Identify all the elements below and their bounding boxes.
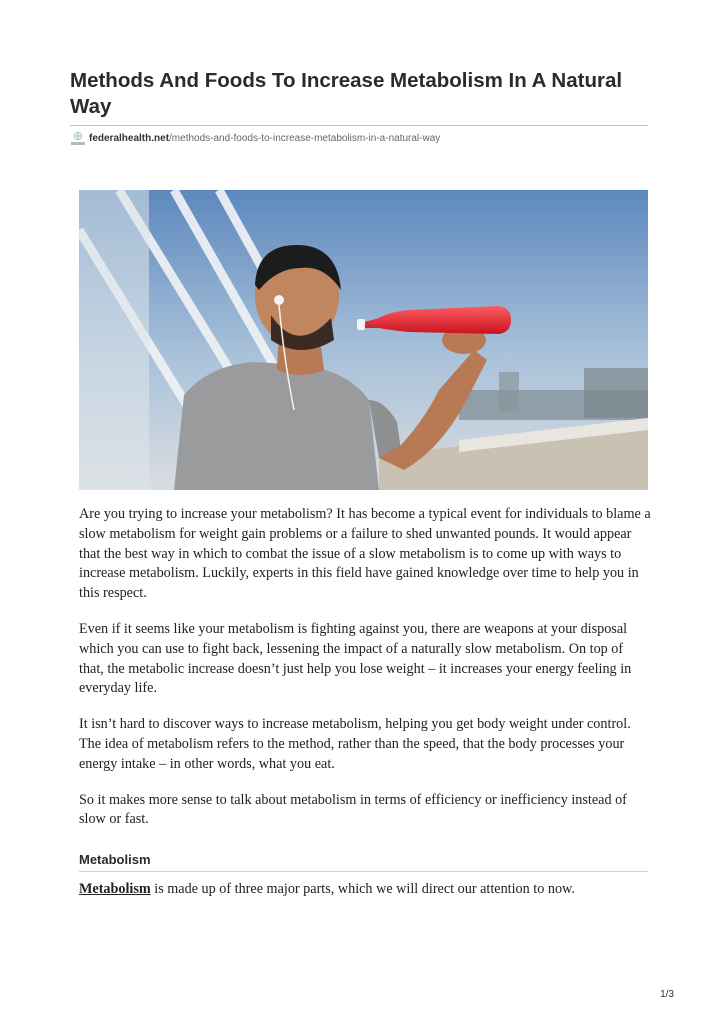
paragraph: Even if it seems like your metabolism is fighting against you, there are weapons at your disposal which you can use to fight back, lessening the impact of a naturally slow metabolism. On top of that, the metabolic increase doesn’t just help you lose weight – it increases your energy feeling in everyday life. xyxy=(79,620,632,697)
title-divider xyxy=(70,125,648,126)
paragraph xyxy=(79,880,651,900)
article-body xyxy=(79,505,651,916)
hero-image xyxy=(79,190,648,490)
page-number: 1/3 xyxy=(660,989,674,1000)
paragraph: So it makes more sense to talk about metabolism in terms of efficiency or inefficiency instead of slow or fast. xyxy=(79,791,627,828)
source-line xyxy=(70,131,440,147)
metabolism-link[interactable]: Metabolism xyxy=(79,881,151,898)
source-domain[interactable]: federalhealth.net xyxy=(89,133,170,144)
article-title: Methods And Foods To Increase Metabolism In A Natural Way xyxy=(70,69,623,118)
paragraph: Are you trying to increase your metabolism? It has become a typical event for individuals to blame a slow metabolism for weight gain problems or a failure to shed unwanted pounds. It would appear that the best way in which to combat the issue of a slow metabolism is to come up with ways to increase metabolism. Luckily, experts in this field have gained knowledge over time to help you in this respect. xyxy=(79,506,651,602)
paragraph-text: is made up of three major parts, which we will direct our attention to now. xyxy=(150,881,575,898)
source-path[interactable]: /methods-and-foods-to-increase-metabolism-in-a-natural-way xyxy=(169,133,441,144)
paragraph: It isn’t hard to discover ways to increase metabolism, helping you get body weight under control. The idea of metabolism refers to the method, rather than the speed, that the body processes your energy intake – in other words, what you eat. xyxy=(79,716,631,772)
section-heading-metabolism: Metabolism xyxy=(79,852,648,872)
site-logo-icon xyxy=(70,131,86,147)
